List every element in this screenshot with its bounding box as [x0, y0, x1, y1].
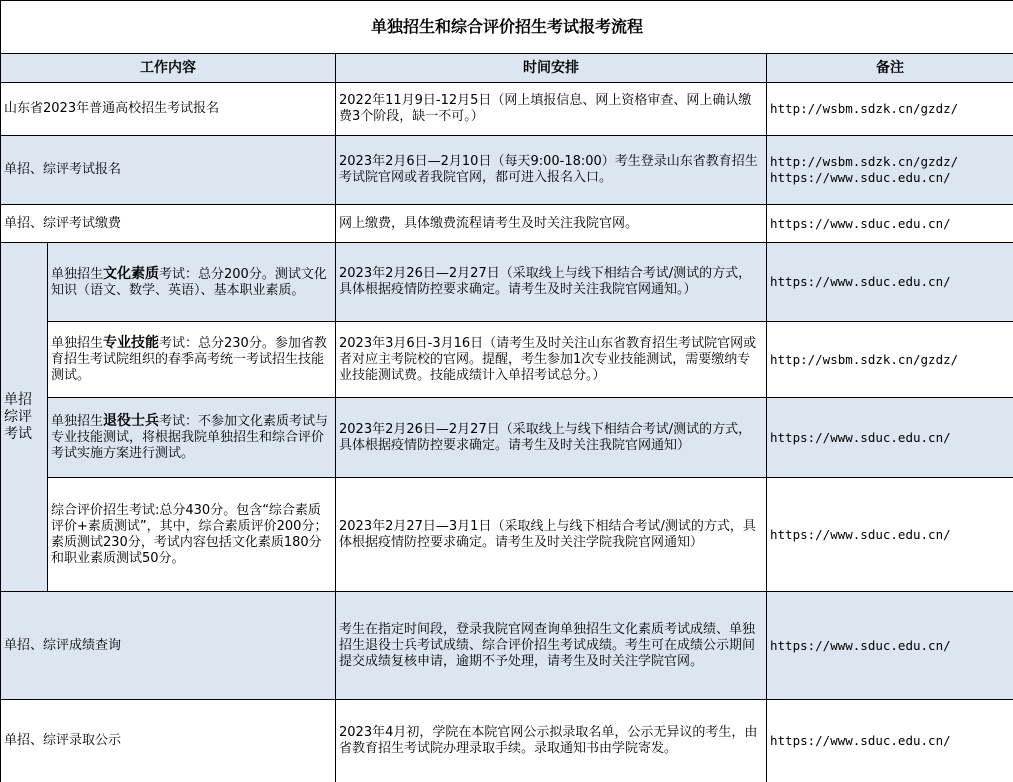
table-row — [1, 243, 1013, 322]
table-row — [1, 136, 1013, 205]
time-cell: 2022年11月9日-12月5日（网上填报信息、网上资格审查、网上确认缴费3个阶段，缺一不可。） — [336, 83, 767, 136]
work-cell: 单独招生退役士兵考试：不参加文化素质考试与专业技能测试，将根据我院单独招生和综合评价考试实施方案进行测试。 — [48, 398, 336, 478]
note-link[interactable]: https://www.sduc.edu.cn/ — [767, 205, 1013, 243]
table-row — [1, 478, 1013, 592]
work-cell: 单独招生专业技能考试：总分230分。参加省教育招生考试院组织的春季高考统一考试招生技能测试。 — [48, 322, 336, 398]
work-cell: 单招、综评考试缴费 — [1, 205, 336, 243]
table-row — [1, 322, 1013, 398]
note-link[interactable]: https://www.sduc.edu.cn/ — [767, 243, 1013, 322]
group-label: 单招综评考试 — [1, 243, 48, 592]
time-cell: 2023年3月6日-3月16日（请考生及时关注山东省教育招生考试院官网或者对应主考院校的官网。提醒，考生参加1次专业技能测试，需要缴纳专业技能测试费。技能成绩计入单招考试总分。） — [336, 322, 767, 398]
time-cell: 网上缴费，具体缴费流程请考生及时关注我院官网。 — [336, 205, 767, 243]
time-cell: 2023年2月26日—2月27日（采取线上与线下相结合考试/测试的方式，具体根据疫情防控要求确定。请考生及时关注我院官网通知。） — [336, 243, 767, 322]
work-cell: 山东省2023年普通高校招生考试报名 — [1, 83, 336, 136]
note-link[interactable]: http://wsbm.sdzk.cn/gzdz/ — [767, 322, 1013, 398]
note-link[interactable]: https://www.sduc.edu.cn/ — [770, 170, 951, 185]
note-cell — [767, 136, 1013, 205]
time-cell: 2023年2月6日—2月10日（每天9:00-18:00）考生登录山东省教育招生考试院官网或者我院官网，都可进入报名入口。 — [336, 136, 767, 205]
header-remarks: 备注 — [767, 54, 1013, 83]
time-cell: 2023年2月26日—2月27日（采取线上与线下相结合考试/测试的方式，具体根据疫情防控要求确定。请考生及时关注我院官网通知） — [336, 398, 767, 478]
work-cell: 单招、综评考试报名 — [1, 136, 336, 205]
note-link[interactable]: http://wsbm.sdzk.cn/gzdz/ — [767, 83, 1013, 136]
work-cell: 单独招生文化素质考试：总分200分。测试文化知识（语文、数学、英语）、基本职业素质。 — [48, 243, 336, 322]
header-work-content: 工作内容 — [1, 54, 336, 83]
note-link[interactable]: http://wsbm.sdzk.cn/gzdz/ — [770, 154, 959, 169]
note-link[interactable]: https://www.sduc.edu.cn/ — [767, 592, 1013, 700]
work-cell: 单招、综评成绩查询 — [1, 592, 336, 700]
work-cell: 单招、综评录取公示 — [1, 700, 336, 782]
table-row — [1, 592, 1013, 700]
table-row — [1, 700, 1013, 782]
time-cell: 2023年4月初，学院在本院官网公示拟录取名单，公示无异议的考生，由省教育招生考试院办理录取手续。录取通知书由学院寄发。 — [336, 700, 767, 782]
table-title: 单独招生和综合评价招生考试报考流程 — [1, 1, 1013, 54]
time-cell: 考生在指定时间段，登录我院官网查询单独招生文化素质考试成绩、单独招生退役士兵考试成绩、综合评价招生考试成绩。考生可在成绩公示期间提交成绩复核申请，逾期不予处理，请考生及时关注学院官网。 — [336, 592, 767, 700]
work-cell: 综合评价招生考试:总分430分。包含“综合素质评价+素质测试”，其中，综合素质评价200分；素质测试230分，考试内容包括文化素质180分和职业素质测试50分。 — [48, 478, 336, 592]
note-link[interactable]: https://www.sduc.edu.cn/ — [767, 478, 1013, 592]
table-row — [1, 398, 1013, 478]
header-time-schedule: 时间安排 — [336, 54, 767, 83]
note-link[interactable]: https://www.sduc.edu.cn/ — [767, 398, 1013, 478]
note-link[interactable]: https://www.sduc.edu.cn/ — [767, 700, 1013, 782]
table-row — [1, 205, 1013, 243]
time-cell: 2023年2月27日—3月1日（采取线上与线下相结合考试/测试的方式，具体根据疫情防控要求确定。请考生及时关注学院我院官网通知） — [336, 478, 767, 592]
table-row — [1, 83, 1013, 136]
